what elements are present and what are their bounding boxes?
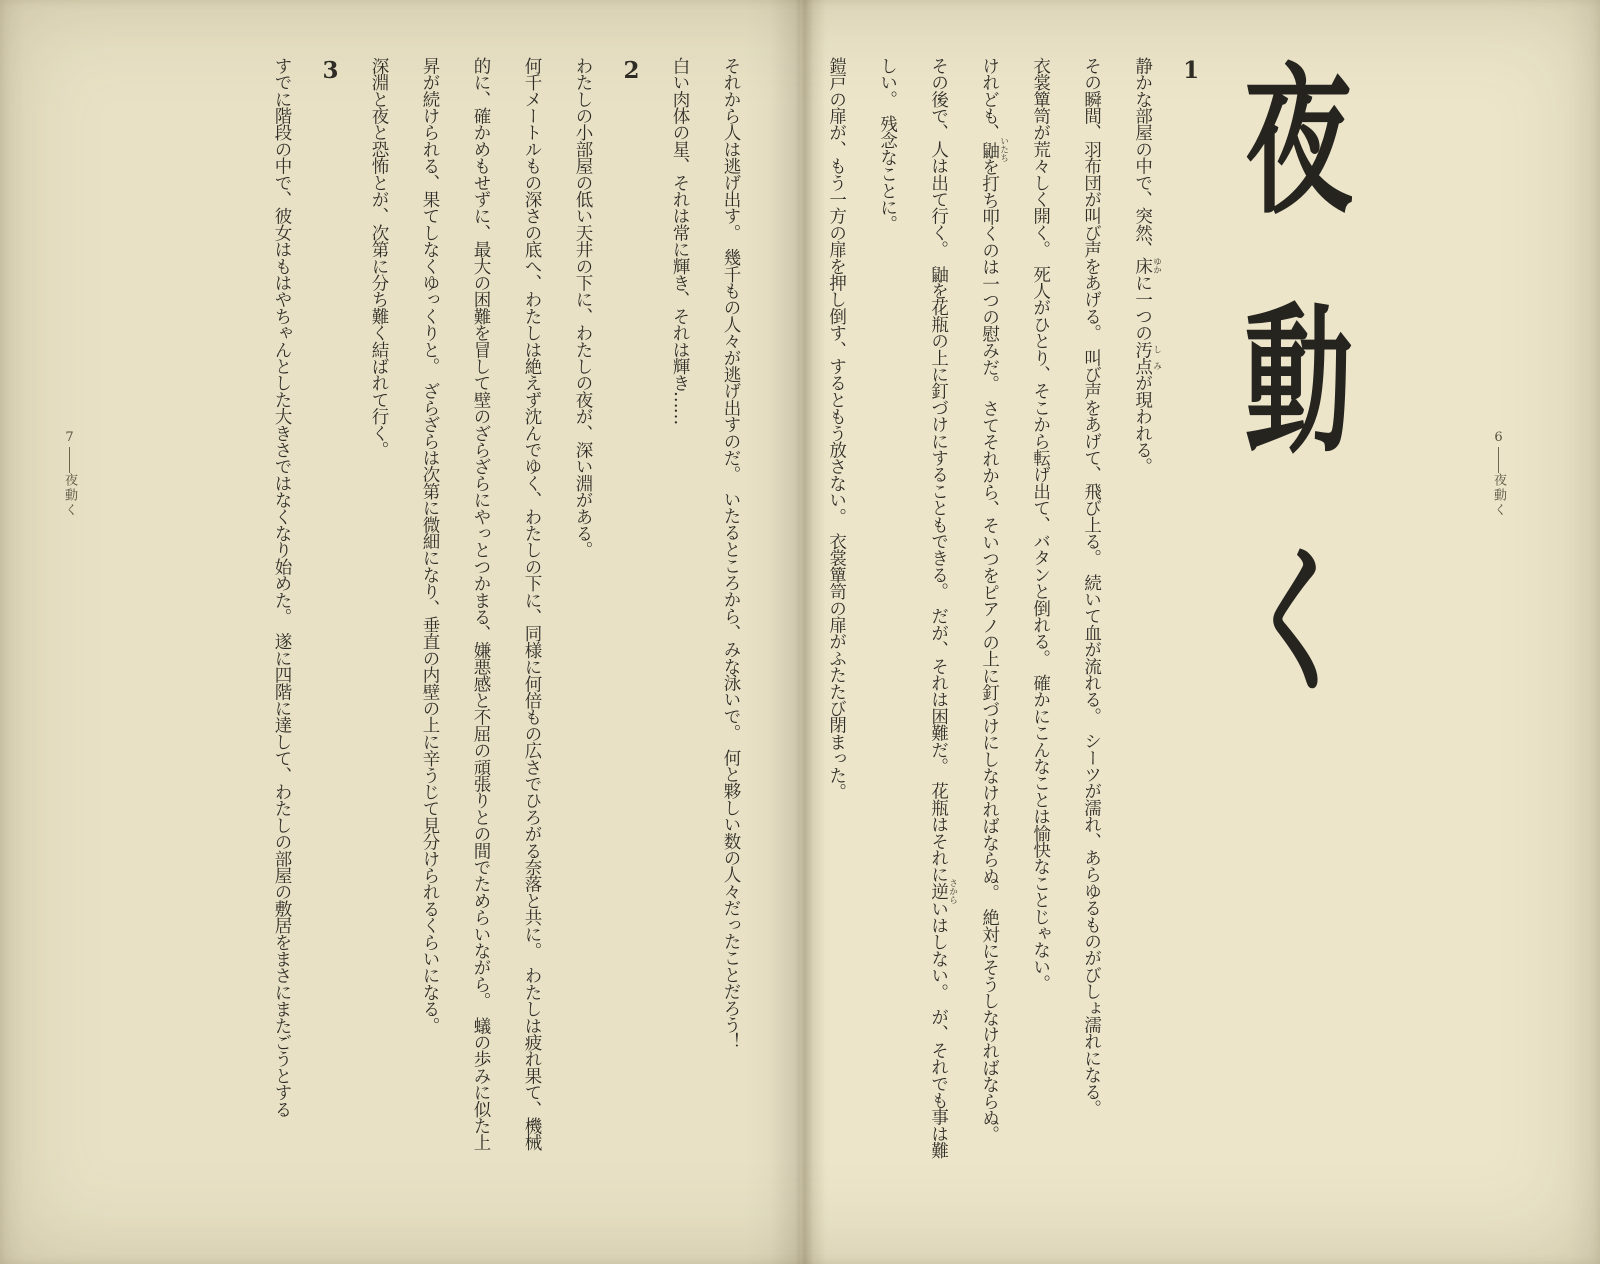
body-paragraph: 何千メートルもの深さの底へ、わたしは絶えず沈んでゆく、わたしの下に、同様に何倍もの広さでひろがる奈落と共に。 わたしは疲れ果て、機械的に、確かめもせずに、最大の困難を冒して壁のざらざらにやっとつかまる、嫌悪感と不屈の頑張りとの間でためらいながら。 蟻の歩みに似た上昇が続けられる、果てしなくゆっくりと。 ざらざらは次第に微細になり、垂直の内壁の上に辛うじて見分けられるくらいになる。 [420,57,542,1151]
body-paragraph: 深淵と夜と恐怖とが、次第に分ち難く結ばれて行く。 [369,57,389,458]
running-head-left [60,430,79,518]
right-page-text [811,57,1352,1161]
page-right [800,0,1600,1264]
running-head-dash: ―― [1491,447,1506,473]
body-paragraph: わたしの小部屋の低い天井の下に、わたしの夜が、深い淵がある。 [573,57,593,559]
body-paragraph: けれども、鼬 いたちを打ち叩くのは一つの慰みだ。 さてそれから、そいつをピアノの上に釘づけにしなければならぬ。 絶対にそうしなければならぬ。 その後で、人は出て行く。 鼬を花瓶の上に釘づけにすることもできる。 だが、それは困難だ。 花瓶はそれに逆 さからいはしない。 が、それでも事は難しい。 残念なことに。 [877,57,1009,1159]
section-number-2: 2 [618,57,645,84]
body-paragraph: 鎧戸の扉が、もう一方の扉を押し倒す、するともう放さない。 衣裳簞笥の扉がふたたび閉まった。 [826,57,847,800]
chapter-title: 夜動く [1226,57,1352,777]
body-paragraph: 衣裳簞笥が荒々しく開く。 死人がひとり、そこから転げ出て、バタンと倒れる。 確かにこんなことは愉快なことじゃない。 [1030,57,1051,992]
page-number-right: 6 [1491,430,1506,447]
body-paragraph: その瞬間、羽布団が叫び声をあげる。 叫び声をあげて、飛び上る。 続いて血が流れる。 シーツが濡れ、あらゆるものがびしょ濡れになる。 [1081,57,1102,1117]
running-head-title: 夜動く [62,473,77,518]
section-number-3: 3 [317,57,344,84]
body-paragraph: それから人は逃げ出す。 幾千もの人々が逃げ出すのだ。 いたるところから、みな泳いで。 何と夥しい数の人々だったことだろう！ [721,57,741,1050]
running-head-dash: ―― [62,447,77,473]
left-page-text [256,57,756,1161]
body-paragraph: 白い肉体の星、それは常に輝き、それは輝き…… [670,57,690,425]
section-number-1: 1 [1177,57,1205,84]
page-number-left: 7 [62,430,77,447]
body-paragraph: 静かな部屋の中で、突然、床 ゆかに一つの汚点 しみが現われる。 [1132,57,1162,475]
body-paragraph: すでに階段の中で、彼女はもはやちゃんとした大きさではなくなり始めた。 遂に四階に達して、わたしの部屋の敷居をまさにまたごうとする [272,57,292,1118]
running-head-right [1489,430,1508,518]
running-head-title: 夜動く [1491,473,1506,518]
